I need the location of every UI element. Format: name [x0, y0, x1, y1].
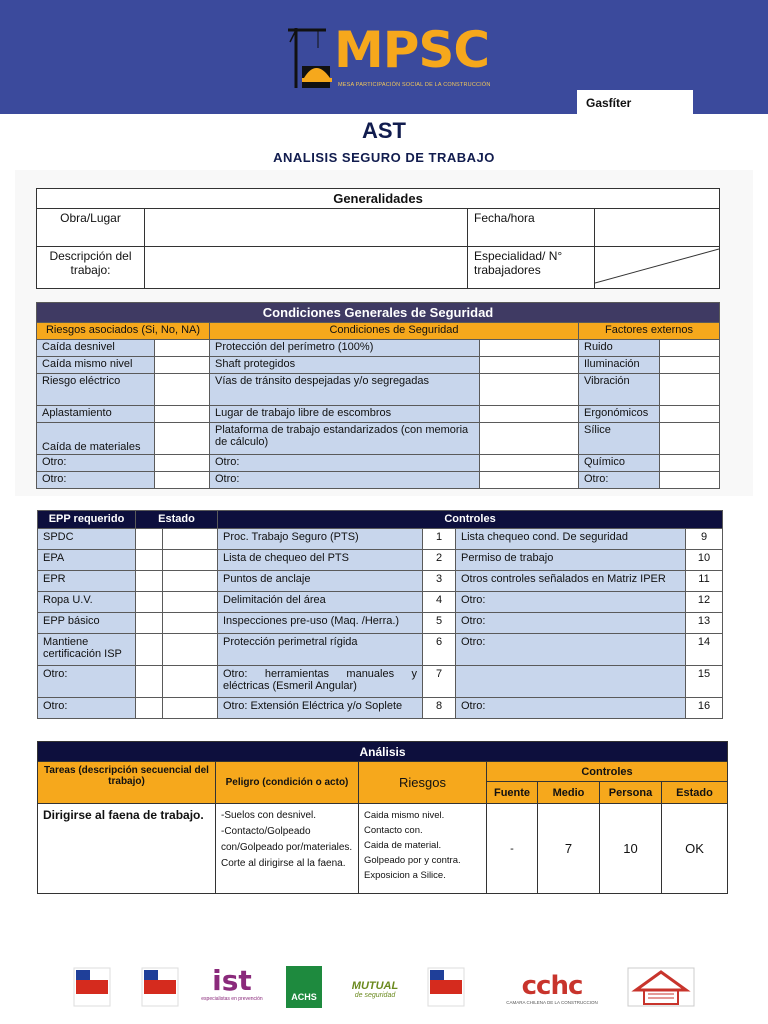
condicion-value[interactable] [480, 455, 579, 472]
epp-check[interactable] [136, 634, 163, 666]
riesgo-value[interactable] [155, 374, 210, 406]
control-number: 14 [686, 634, 723, 666]
epp-estado[interactable] [163, 634, 218, 666]
house-logo-icon [626, 966, 696, 1008]
factor-label: Ruido [579, 340, 660, 357]
epp-item: EPR [38, 571, 136, 592]
control-number: 4 [423, 592, 456, 613]
condicion-value[interactable] [480, 406, 579, 423]
analisis-heading: Análisis [38, 742, 728, 762]
riesgo-item: Exposicion a Silice. [364, 870, 446, 881]
especialidad-label: Especialidad/ N° trabajadores [468, 247, 595, 289]
col-epp-requerido: EPP requerido [38, 511, 136, 529]
ministerio-seal-icon [140, 966, 180, 1008]
col-medio: Medio [538, 782, 600, 804]
epp-row [38, 550, 723, 571]
control-label: Otro: [456, 592, 686, 613]
epp-check[interactable] [136, 529, 163, 550]
epp-check[interactable] [136, 613, 163, 634]
condicion-label: Vías de tránsito despejadas y/o segregadas [210, 374, 480, 406]
control-number: 6 [423, 634, 456, 666]
epp-check[interactable] [136, 592, 163, 613]
page-subtitle: ANALISIS SEGURO DE TRABAJO [273, 150, 495, 165]
riesgo-label: Otro: [37, 455, 155, 472]
riesgo-item: Caida mismo nivel. [364, 810, 445, 821]
epp-estado[interactable] [163, 613, 218, 634]
control-label: Lista de chequeo del PTS [218, 550, 423, 571]
analisis-table [37, 741, 728, 894]
cond-row [37, 423, 720, 455]
especialidad-field[interactable] [595, 247, 720, 289]
control-number: 15 [686, 666, 723, 698]
achs-logo: ACHS [286, 966, 322, 1008]
condicion-value[interactable] [480, 357, 579, 374]
epp-check[interactable] [136, 571, 163, 592]
persona-value: 10 [600, 804, 662, 894]
descripcion-label: Descripción del trabajo: [37, 247, 145, 289]
page-title: AST [362, 118, 406, 143]
riesgo-value[interactable] [155, 406, 210, 423]
cchc-logo [502, 966, 602, 1008]
condicion-value[interactable] [480, 423, 579, 455]
control-label: Inspecciones pre-uso (Maq. /Herra.) [218, 613, 423, 634]
col-factores-externos: Factores externos [579, 323, 720, 340]
fecha-field[interactable] [595, 209, 720, 247]
tarea-text: Dirigirse al faena de trabajo. [38, 804, 216, 894]
col-peligro: Peligro (condición o acto) [216, 762, 359, 804]
generalidades-heading: Generalidades [37, 189, 720, 209]
control-number: 9 [686, 529, 723, 550]
factor-value[interactable] [660, 340, 720, 357]
control-label: Otro: [456, 634, 686, 666]
factor-label: Químico [579, 455, 660, 472]
epp-controles-table [37, 510, 723, 719]
factor-label: Vibración [579, 374, 660, 406]
gobierno-seal-icon [72, 966, 112, 1008]
analisis-row [38, 804, 728, 894]
epp-check[interactable] [136, 698, 163, 719]
logo-tagline: MESA PARTICIPACIÓN SOCIAL DE LA CONSTRUCCIÓN [338, 82, 491, 88]
epp-row [38, 634, 723, 666]
condicion-label: Otro: [210, 472, 480, 489]
specialty-label: Gasfíter [577, 90, 693, 116]
control-label: Proc. Trabajo Seguro (PTS) [218, 529, 423, 550]
mpsc-logo [286, 18, 491, 96]
condicion-value[interactable] [480, 340, 579, 357]
footer-logos [60, 962, 710, 1012]
epp-estado[interactable] [163, 698, 218, 719]
epp-estado[interactable] [163, 529, 218, 550]
cchc-tagline: CAMARA CHILENA DE LA CONSTRUCCION [506, 1000, 598, 1005]
riesgo-label: Riesgo eléctrico [37, 374, 155, 406]
cond-row [37, 357, 720, 374]
control-label: Delimitación del área [218, 592, 423, 613]
epp-item: Ropa U.V. [38, 592, 136, 613]
factor-value[interactable] [660, 406, 720, 423]
mutual-wordmark: MUTUAL [351, 980, 399, 992]
condicion-label: Shaft protegidos [210, 357, 480, 374]
factor-label: Otro: [579, 472, 660, 489]
control-number: 13 [686, 613, 723, 634]
obra-field[interactable] [145, 209, 468, 247]
control-number: 11 [686, 571, 723, 592]
epp-item: SPDC [38, 529, 136, 550]
generalidades-table [36, 188, 720, 289]
epp-item: Otro: [38, 698, 136, 719]
control-label: Otro: [456, 698, 686, 719]
factor-value[interactable] [660, 357, 720, 374]
mutual-logo [344, 966, 406, 1008]
factor-value[interactable] [660, 374, 720, 406]
epp-row [38, 571, 723, 592]
cchc-wordmark: cchc [521, 971, 583, 1001]
epp-row [38, 613, 723, 634]
riesgo-label: Otro: [37, 472, 155, 489]
fecha-label: Fecha/hora [468, 209, 595, 247]
factor-value[interactable] [660, 455, 720, 472]
riesgo-label: Caída desnivel [37, 340, 155, 357]
control-number: 7 [423, 666, 456, 698]
epp-check[interactable] [136, 550, 163, 571]
col-riesgos-asociados: Riesgos asociados (Si, No, NA) [37, 323, 210, 340]
control-number: 12 [686, 592, 723, 613]
epp-row [38, 666, 723, 698]
control-number: 16 [686, 698, 723, 719]
epp-item: Otro: [38, 666, 136, 698]
ist-tagline: especialistas en prevención [201, 996, 263, 1002]
obra-label: Obra/Lugar [37, 209, 145, 247]
condiciones-heading: Condiciones Generales de Seguridad [37, 303, 720, 323]
control-label: Otro: [456, 613, 686, 634]
cond-row [37, 455, 720, 472]
riesgo-value[interactable] [155, 357, 210, 374]
control-number: 5 [423, 613, 456, 634]
control-label: Puntos de anclaje [218, 571, 423, 592]
factor-value[interactable] [660, 423, 720, 455]
control-label: Otros controles señalados en Matriz IPER [456, 571, 686, 592]
medio-value: 7 [538, 804, 600, 894]
riesgo-label: Caída de materiales [37, 423, 155, 455]
cond-row [37, 340, 720, 357]
riesgo-item: Contacto con. [364, 825, 423, 836]
cond-row [37, 406, 720, 423]
factor-label: Sílice [579, 423, 660, 455]
mutual-tagline: de seguridad [354, 992, 396, 999]
ist-wordmark: ist [212, 964, 252, 997]
riesgo-label: Caída mismo nivel [37, 357, 155, 374]
col-controles: Controles [218, 511, 723, 529]
riesgo-value[interactable] [155, 340, 210, 357]
condicion-label: Plataforma de trabajo estandarizados (con memoria de cálculo) [210, 423, 480, 455]
col-condiciones-seguridad: Condiciones de Seguridad [210, 323, 579, 340]
col-persona: Persona [600, 782, 662, 804]
epp-estado[interactable] [163, 666, 218, 698]
epp-row [38, 698, 723, 719]
factor-value[interactable] [660, 472, 720, 489]
descripcion-field[interactable] [145, 247, 468, 289]
control-label: Otro: herramientas manuales y eléctricas (Esmeril Angular) [218, 666, 423, 698]
ist-logo [200, 966, 264, 1008]
fuente-value: - [487, 804, 538, 894]
epp-estado[interactable] [163, 571, 218, 592]
crane-icon [286, 18, 334, 96]
logo-wordmark: MPSC [334, 21, 490, 79]
control-number: 8 [423, 698, 456, 719]
cond-row [37, 374, 720, 406]
factor-label: Iluminación [579, 357, 660, 374]
epp-estado[interactable] [163, 592, 218, 613]
epp-row [38, 592, 723, 613]
control-number: 10 [686, 550, 723, 571]
estado-value: OK [662, 804, 728, 894]
riesgo-value[interactable] [155, 455, 210, 472]
peligro-item: Corte al dirigirse al la faena. [221, 858, 346, 869]
peligro-cell [216, 804, 359, 894]
epp-check[interactable] [136, 666, 163, 698]
control-label: Protección perimetral rígida [218, 634, 423, 666]
epp-row [38, 529, 723, 550]
col-fuente: Fuente [487, 782, 538, 804]
epp-item: EPA [38, 550, 136, 571]
condicion-label: Otro: [210, 455, 480, 472]
control-label: Permiso de trabajo [456, 550, 686, 571]
riesgo-label: Aplastamiento [37, 406, 155, 423]
col-riesgos: Riesgos [359, 762, 487, 804]
control-number: 3 [423, 571, 456, 592]
condicion-label: Protección del perímetro (100%) [210, 340, 480, 357]
control-label [456, 666, 686, 698]
col-controles: Controles [487, 762, 728, 782]
control-number: 2 [423, 550, 456, 571]
peligro-item: -Contacto/Golpeado con/Golpeado por/materiales. [221, 826, 353, 853]
control-label: Otro: Extensión Eléctrica y/o Soplete [218, 698, 423, 719]
epp-item: EPP básico [38, 613, 136, 634]
riesgo-value[interactable] [155, 423, 210, 455]
cond-row [37, 472, 720, 489]
instituto-seal-icon [426, 966, 466, 1008]
condicion-label: Lugar de trabajo libre de escombros [210, 406, 480, 423]
condiciones-table [36, 302, 720, 489]
riesgo-value[interactable] [155, 472, 210, 489]
col-estado: Estado [662, 782, 728, 804]
diagonal-line [595, 247, 719, 285]
factor-label: Ergonómicos [579, 406, 660, 423]
control-label: Lista chequeo cond. De seguridad [456, 529, 686, 550]
col-estado: Estado [136, 511, 218, 529]
peligro-item: -Suelos con desnivel. [221, 810, 317, 821]
riesgo-item: Caida de material. [364, 840, 442, 851]
col-tareas: Tareas (descripción secuencial del trabajo) [38, 762, 216, 804]
riesgo-item: Golpeado por y contra. [364, 855, 461, 866]
epp-item: Mantiene certificación ISP [38, 634, 136, 666]
riesgos-cell [359, 804, 487, 894]
epp-estado[interactable] [163, 550, 218, 571]
control-number: 1 [423, 529, 456, 550]
condicion-value[interactable] [480, 374, 579, 406]
condicion-value[interactable] [480, 472, 579, 489]
